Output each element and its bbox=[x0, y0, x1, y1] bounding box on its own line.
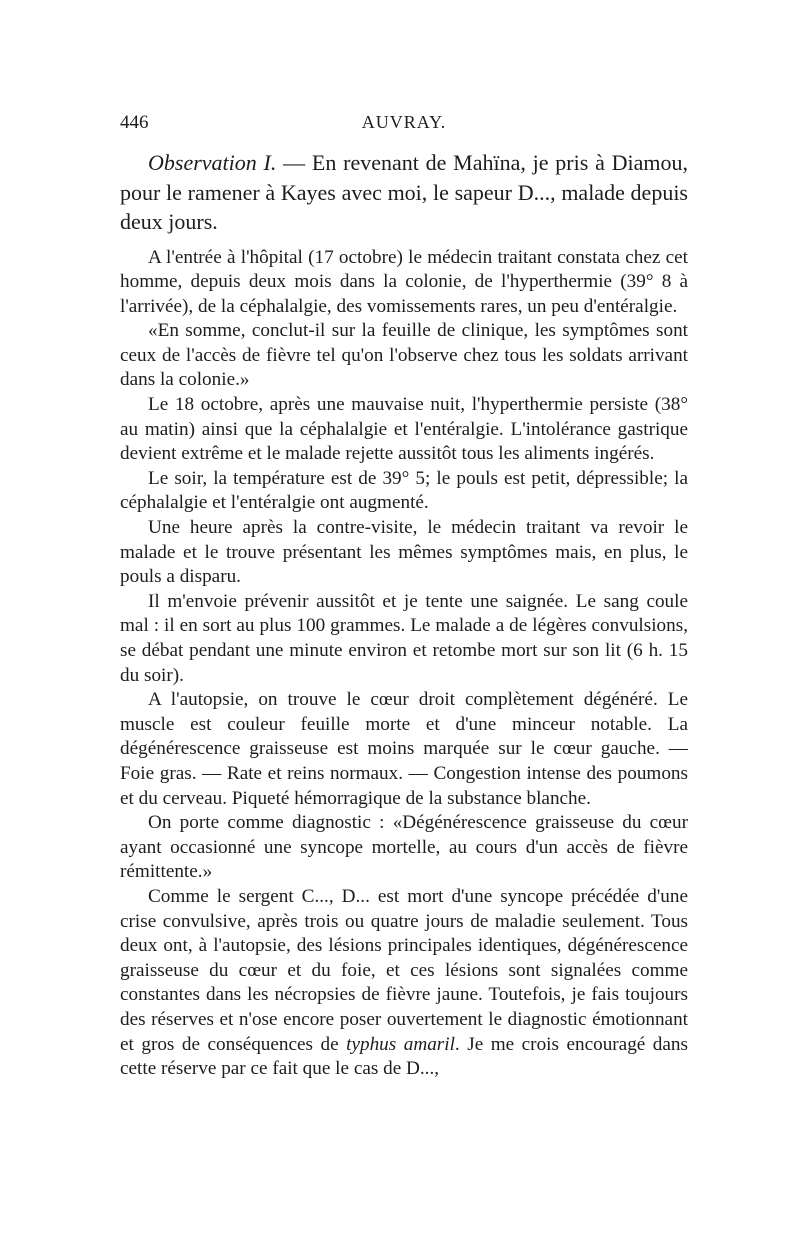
emphasis-typhus-amaril: typhus amaril bbox=[346, 1033, 455, 1055]
paragraph: On porte comme diagnostic : «Dégénérescence graisseuse du cœur ayant occasionné une syncope mortelle, au cours d'un accès de fièvre rémittente.» bbox=[120, 812, 688, 883]
last-text-before: Comme le sergent C..., D... est mort d'une syncope précédée d'une crise convulsive, après trois ou quatre jours de maladie seulement. Tous deux ont, à l'autopsie, des lésions principales identiques, dégénérescence graisseuse du cœur et du foie, et ces lésions sont signalées comme constantes dans les nécropsies de fièvre jaune. Toutefois, je fais toujours des réserves et n'ose encore poser ouvertement le diagnostic émotionnant et gros de conséquences de bbox=[120, 885, 688, 1055]
paragraph: A l'entrée à l'hôpital (17 octobre) le médecin traitant constata chez cet homme, depuis deux mois dans la colonie, de l'hyperthermie (39° 8 à l'arrivée), de la céphalalgie, des vomissements rares, un peu d'entéralgie. bbox=[120, 246, 688, 317]
paragraph: Le soir, la température est de 39° 5; le pouls est petit, dépressible; la céphalalgie et l'entéralgie ont augmenté. bbox=[120, 467, 688, 514]
paragraph: Le 18 octobre, après une mauvaise nuit, l'hyperthermie persiste (38° au matin) ainsi que la céphalalgie et l'entéralgie. L'intolérance gastrique devient extrême et le malade rejette aussitôt tous les aliments ingérés. bbox=[120, 394, 688, 465]
observation-intro bbox=[120, 148, 688, 237]
page-number: 446 bbox=[120, 112, 149, 133]
running-title: AUVRAY. bbox=[361, 112, 447, 132]
page-header bbox=[120, 112, 688, 142]
paragraph: Une heure après la contre-visite, le médecin traitant va revoir le malade et le trouve présentant les mêmes symptômes mais, en plus, le pouls a disparu. bbox=[120, 517, 688, 588]
paragraph: «En somme, conclut-il sur la feuille de clinique, les symptômes sont ceux de l'accès de fièvre tel qu'on l'observe chez tous les soldats arrivant dans la colonie.» bbox=[120, 320, 688, 391]
paragraph: A l'autopsie, on trouve le cœur droit complètement dégénéré. Le muscle est couleur feuille morte et d'une minceur notable. La dégénérescence graisseuse est moins marquée sur le cœur gauche. — Foie gras. — Rate et reins normaux. — Congestion intense des poumons et du cerveau. Piqueté hémorragique de la substance blanche. bbox=[120, 689, 688, 809]
observation-text: — En revenant de Mahïna, je pris à Diamou, pour le ramener à Kayes avec moi, le sapeur D..., malade depuis deux jours. bbox=[120, 150, 688, 234]
paragraph-last bbox=[120, 885, 688, 1082]
page-body bbox=[120, 148, 688, 1082]
observation-label: Observation I. bbox=[148, 150, 277, 175]
paragraph: Il m'envoie prévenir aussitôt et je tente une saignée. Le sang coule mal : il en sort au plus 100 grammes. Le malade a de légères convulsions, se débat pendant une minute environ et retombe mort sur son lit (6 h. 15 du soir). bbox=[120, 590, 688, 686]
last-text-after: . Je me crois encouragé dans cette réserve par ce fait que le cas de D..., bbox=[120, 1033, 688, 1080]
